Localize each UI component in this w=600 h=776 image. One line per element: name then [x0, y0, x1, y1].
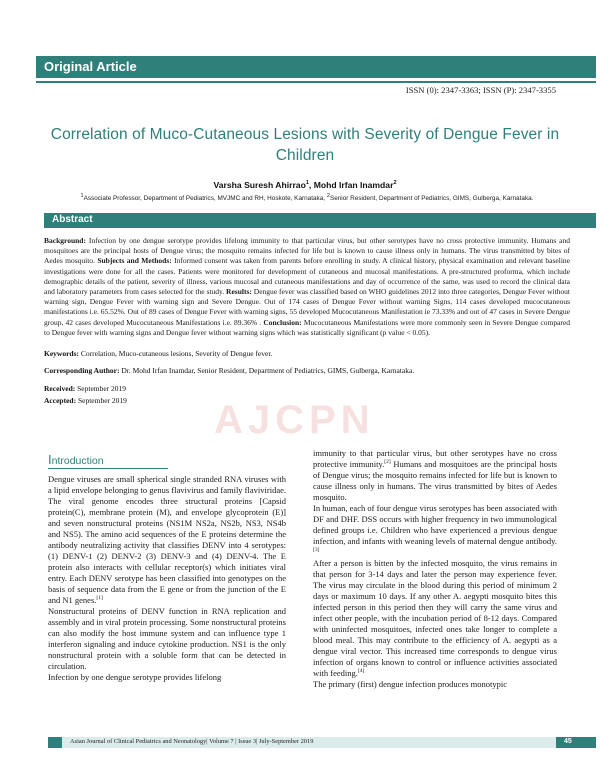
- affiliation-superscript: 2: [326, 192, 330, 199]
- paragraph: [313, 558, 557, 679]
- author-separator: ,: [308, 180, 314, 190]
- results-text: Dengue fever was classified based on WHO guidelines 2012 into three categories, Dengue Fever without warning sign, Dengue Fever with warning sign and Severe Dengue. Out of 174 cases of Dengue Fever without warning Signs, 114 cases developed mucocutaneous manifestations i.e. 65.52%. Out of 89 cases of Dengue Fever with warning signs, 55 developed Mucocutaneous Manifestation ie 73.33% and out of 47 cases in Severe Dengue group, 42 cases developed Mucocutaneous Manifestations i.e. 89.36% .: [44, 287, 570, 327]
- affiliation-line: [52, 194, 562, 203]
- paragraph-text: After a person is bitten by the infected mosquito, the virus remains in that person for 3-14 days and later the person may experience fever. The virus may circulate in the blood during this period of minimum 2 days or maximum 10 days. If any other A. aegypti mosquito bites this infected person in this period then they will carry the same virus and infect other people, with the incubation period of 8-12 days. Compared with uninfected mosquitoes, infected ones take longer to complete a blood meal. This may contribute to the efficiency of A. aegypti as a dengue viral vector. This increased time corresponds to dengue virus infection of organs known to control or influence activities associated with feeding.: [313, 558, 557, 678]
- journal-watermark: AJCPN: [214, 398, 375, 442]
- paragraph-text: Dengue viruses are small spherical single stranded RNA viruses with a lipid envelope belonging to genus flavivirus and family flaviviridae. The viral genome encodes three structural proteins [Capsid protein(C), membrane protein (M), and envelope glycoprotein (E)] and seven nonstructural proteins (NS1M NS2a, NS2b, NS3, NS4b and NS5). The amino acid sequences of the E proteins determine the antibody neutralizing activity that classifies DENV into 4 serotypes: (1) DENV-1 (2) DENV-2 (3) DENV-3 and (4) DENV-4. The E protein also interacts with cellular receptor(s) which initiates viral entry. Each DENV serotype has been classified into genotypes on the basis of sequence data from the E gene or from the junction of the E and N1 genes.: [48, 474, 286, 605]
- accepted-date: [44, 396, 127, 405]
- affiliation-superscript: 1: [80, 192, 84, 199]
- background-label: Background:: [44, 236, 86, 245]
- paragraph-text: In human, each of four dengue virus serotypes has been associated with DF and DHF. DSS occurs with higher frequency in two immunological defined groups i.e. Children who have experienced a previous dengue infection, and infants with weaning levels of maternal dengue antibody.: [313, 503, 557, 546]
- abstract-body: [44, 236, 570, 338]
- paragraph: Infection by one dengue serotype provides lifelong: [48, 672, 222, 682]
- citation: [2]: [384, 459, 391, 466]
- paragraph: Nonstructural proteins of DENV function in RNA replication and assembly and in viral protein processing. Some nonstructural proteins can also modify the host immune system and can influence type 1 interferon signaling and induce cytokine production. NS1 is the only nonstructural protein with a soluble form that can be detected in circulation.: [48, 606, 286, 671]
- results-label: Results:: [226, 287, 252, 297]
- introduction-heading: [48, 452, 104, 467]
- background-text: Infection by one dengue serotype provides lifelong immunity to that particular virus, but other serotypes have no cross protective immunity. Humans and mosquitoes are the principal hosts of Dengue virus; the mosquito remains infected for life but is known to cause illness only in humans. The virus transmitted by bites of Aedes mosquito.: [44, 236, 570, 266]
- article-title: Correlation of Muco-Cutaneous Lesions with Severity of Dengue Fever in Children: [50, 126, 560, 164]
- conclusion-label: Conclusion:: [263, 317, 302, 327]
- paragraph: [48, 474, 286, 606]
- page-number: 45: [564, 737, 572, 745]
- keywords: [44, 349, 570, 358]
- methods-label: Subjects and Methods:: [97, 256, 172, 266]
- affiliation-text: Associate Professor, Department of Pediatrics, MVJMC and RH, Hoskote, Karnataka,: [83, 195, 327, 202]
- introduction-initial: I: [48, 452, 52, 467]
- conclusion-text: Mucocutaneous Manifestations were more commonly seen in Severe Dengue compared to Dengue fever with warning signs and Dengue fever without warning signs which was statistically significant (p value < 0.05).: [44, 317, 570, 337]
- abstract-heading: Abstract: [52, 214, 93, 225]
- introduction-rule: [48, 468, 168, 469]
- author-name: Varsha Suresh Ahirrao: [213, 180, 306, 190]
- citation: [3]: [313, 547, 320, 554]
- methods-text: Informed consent was taken from parents before enrolling in study. A clinical history, physical examination and relevant baseline investigations were done for all the cases. Patients were monitored for development of cutaneous and mucosal manifestations. A pre-structured proforma, which include demographic details of the patient, severity of illness, various mucosal and cutaneous manifestations and day of occurrence of the same, was used to record the clinical data and laboratory parameters from cases selected for the study.: [44, 256, 570, 297]
- issn-text: ISSN (0): 2347-3363; ISSN (P): 2347-3355: [405, 85, 556, 95]
- author-name: Mohd Irfan Inamdar: [313, 180, 394, 190]
- corresponding-label: Corresponding Author:: [44, 366, 120, 375]
- citation: [4]: [357, 668, 365, 675]
- keywords-label: Keywords:: [44, 349, 79, 358]
- introduction-heading-rest: ntroduction: [51, 455, 104, 467]
- received-value: September 2019: [75, 384, 127, 393]
- author-line: [40, 180, 570, 190]
- corresponding-text: Dr. Mohd Irfan Inamdar, Senior Resident, Department of Pediatrics, GIMS, Gulberga, Karnataka.: [119, 366, 415, 375]
- corresponding-author: [44, 366, 570, 375]
- paragraph-text: Humans and mosquitoes are the principal hosts of Dengue virus; the mosquito remains infected for life but is known to cause illness only in humans. The virus transmitted by bites of Aedes mosquito.: [313, 459, 557, 502]
- paragraph: [313, 503, 557, 558]
- paragraph-text: immunity to that particular virus, but other serotypes have no cross protective immunity.: [313, 448, 557, 469]
- paragraph: The primary (first) dengue infection produces monotypic: [313, 679, 508, 689]
- article-type-label: Original Article: [44, 59, 137, 74]
- abstract-heading-bar: [44, 213, 596, 228]
- author-superscript: 1: [305, 180, 309, 187]
- right-column: [313, 448, 557, 690]
- affiliation-text: Senior Resident, Department of Pediatrics, GIMS, Gulberga, Karnataka.: [329, 195, 534, 202]
- keywords-text: Correlation, Muco-cutaneous lesions, Severity of Dengue fever.: [79, 349, 273, 358]
- footer-journal: Asian Journal of Clinical Pediatrics and Neonatology| Volume 7 | Issue 3| July-September 2019: [70, 737, 314, 745]
- accepted-label: Accepted:: [44, 396, 77, 405]
- citation: [1]: [96, 595, 103, 602]
- left-column: [48, 474, 286, 683]
- accepted-value: September 2019: [76, 396, 127, 405]
- author-superscript: 2: [393, 180, 397, 187]
- header-rule: [36, 81, 596, 83]
- received-date: [44, 384, 126, 393]
- paragraph: [313, 448, 557, 503]
- received-label: Received:: [44, 384, 76, 393]
